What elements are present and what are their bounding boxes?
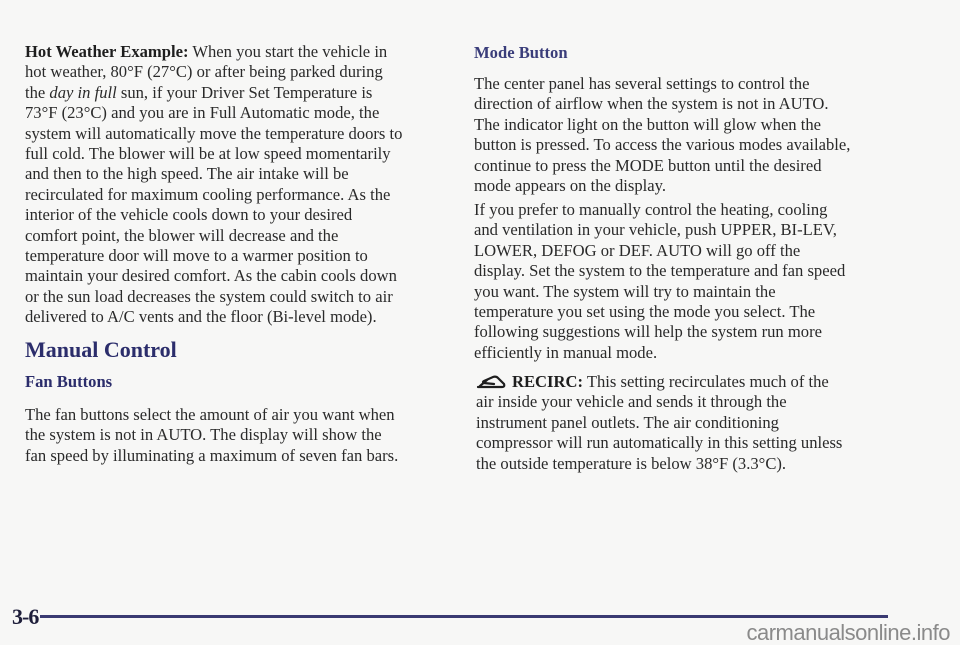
text-line: fan speed by illuminating a maximum of seven fan bars. <box>25 445 399 465</box>
text-line: hot weather, 80°F (27°C) or after being parked during <box>25 62 383 82</box>
text-line: or the sun load decreases the system could switch to air <box>25 286 393 306</box>
text-line: system will automatically move the temperature doors to <box>25 123 403 143</box>
text-line: compressor will run automatically in this setting unless <box>476 433 843 453</box>
text: the <box>25 82 50 102</box>
text-line: 73°F (23°C) and you are in Full Automatic mode, the <box>25 103 380 123</box>
text: When you start the vehicle in <box>188 42 388 61</box>
text-line: following suggestions will help the system run more <box>474 322 822 342</box>
recirc-paragraph <box>476 372 842 474</box>
text-line: efficiently in manual mode. <box>474 342 658 362</box>
text-line: maintain your desired comfort. As the cabin cools down <box>25 266 397 286</box>
footer-rule <box>40 615 888 618</box>
text-line: The center panel has several settings to control the <box>474 74 810 93</box>
text-line: air inside your vehicle and sends it through the <box>476 392 787 412</box>
fan-buttons-heading: Fan Buttons <box>25 372 113 391</box>
text-line: recirculated for maximum cooling performance. As the <box>25 184 391 204</box>
text-line: instrument panel outlets. The air conditioning <box>476 412 779 432</box>
hot-weather-label: Hot Weather Example: <box>25 42 189 61</box>
recirculation-icon <box>476 375 506 389</box>
text-line <box>25 83 402 103</box>
mode-button-heading: Mode Button <box>474 43 568 62</box>
manual-mode-paragraph <box>474 200 845 363</box>
hot-weather-paragraph <box>25 42 402 327</box>
text-line: delivered to A/C vents and the floor (Bi-level mode). <box>25 307 377 327</box>
watermark: carmanualsonline.info <box>746 620 950 645</box>
recirc-label: RECIRC: <box>512 372 583 391</box>
manual-control-heading: Manual Control <box>25 337 177 362</box>
text: sun, if your Driver Set Temperature is <box>116 82 373 102</box>
text-line <box>25 42 402 62</box>
text: This setting recirculates much of the <box>583 372 829 391</box>
text-line: If you prefer to manually control the heating, cooling <box>474 200 828 219</box>
text-line: mode appears on the display. <box>474 175 667 195</box>
text-line: you want. The system will try to maintain the <box>474 281 776 301</box>
text-line: full cold. The blower will be at low speed momentarily <box>25 143 391 163</box>
text-line: button is pressed. To access the various modes available, <box>474 135 851 155</box>
text-line: The fan buttons select the amount of air you want when <box>25 405 395 424</box>
text-line: and ventilation in your vehicle, push UPPER, BI-LEV, <box>474 220 837 240</box>
text-line: continue to press the MODE button until the desired <box>474 155 822 175</box>
text-line: comfort point, the blower will decrease and the <box>25 225 339 245</box>
text-line: The indicator light on the button will glow when the <box>474 114 822 134</box>
text-line: the system is not in AUTO. The display will show the <box>25 425 382 445</box>
text-line: the outside temperature is below 38°F (3.3°C). <box>476 453 787 473</box>
text-line: temperature door will move to a warmer position to <box>25 245 368 265</box>
text-line: interior of the vehicle cools down to your desired <box>25 205 353 225</box>
mode-paragraph <box>474 74 850 196</box>
page-number: 3-6 <box>12 604 39 629</box>
text-line: temperature you set using the mode you select. The <box>474 301 816 321</box>
text-line: LOWER, DEFOG or DEF. AUTO will go off the <box>474 240 801 260</box>
text-line: display. Set the system to the temperature and fan speed <box>474 261 846 281</box>
text-line: and then to the high speed. The air intake will be <box>25 164 349 184</box>
italic-text: day in full <box>49 82 117 102</box>
text-line <box>476 372 842 392</box>
fan-buttons-paragraph <box>25 405 398 466</box>
text-line: direction of airflow when the system is not in AUTO. <box>474 94 829 114</box>
